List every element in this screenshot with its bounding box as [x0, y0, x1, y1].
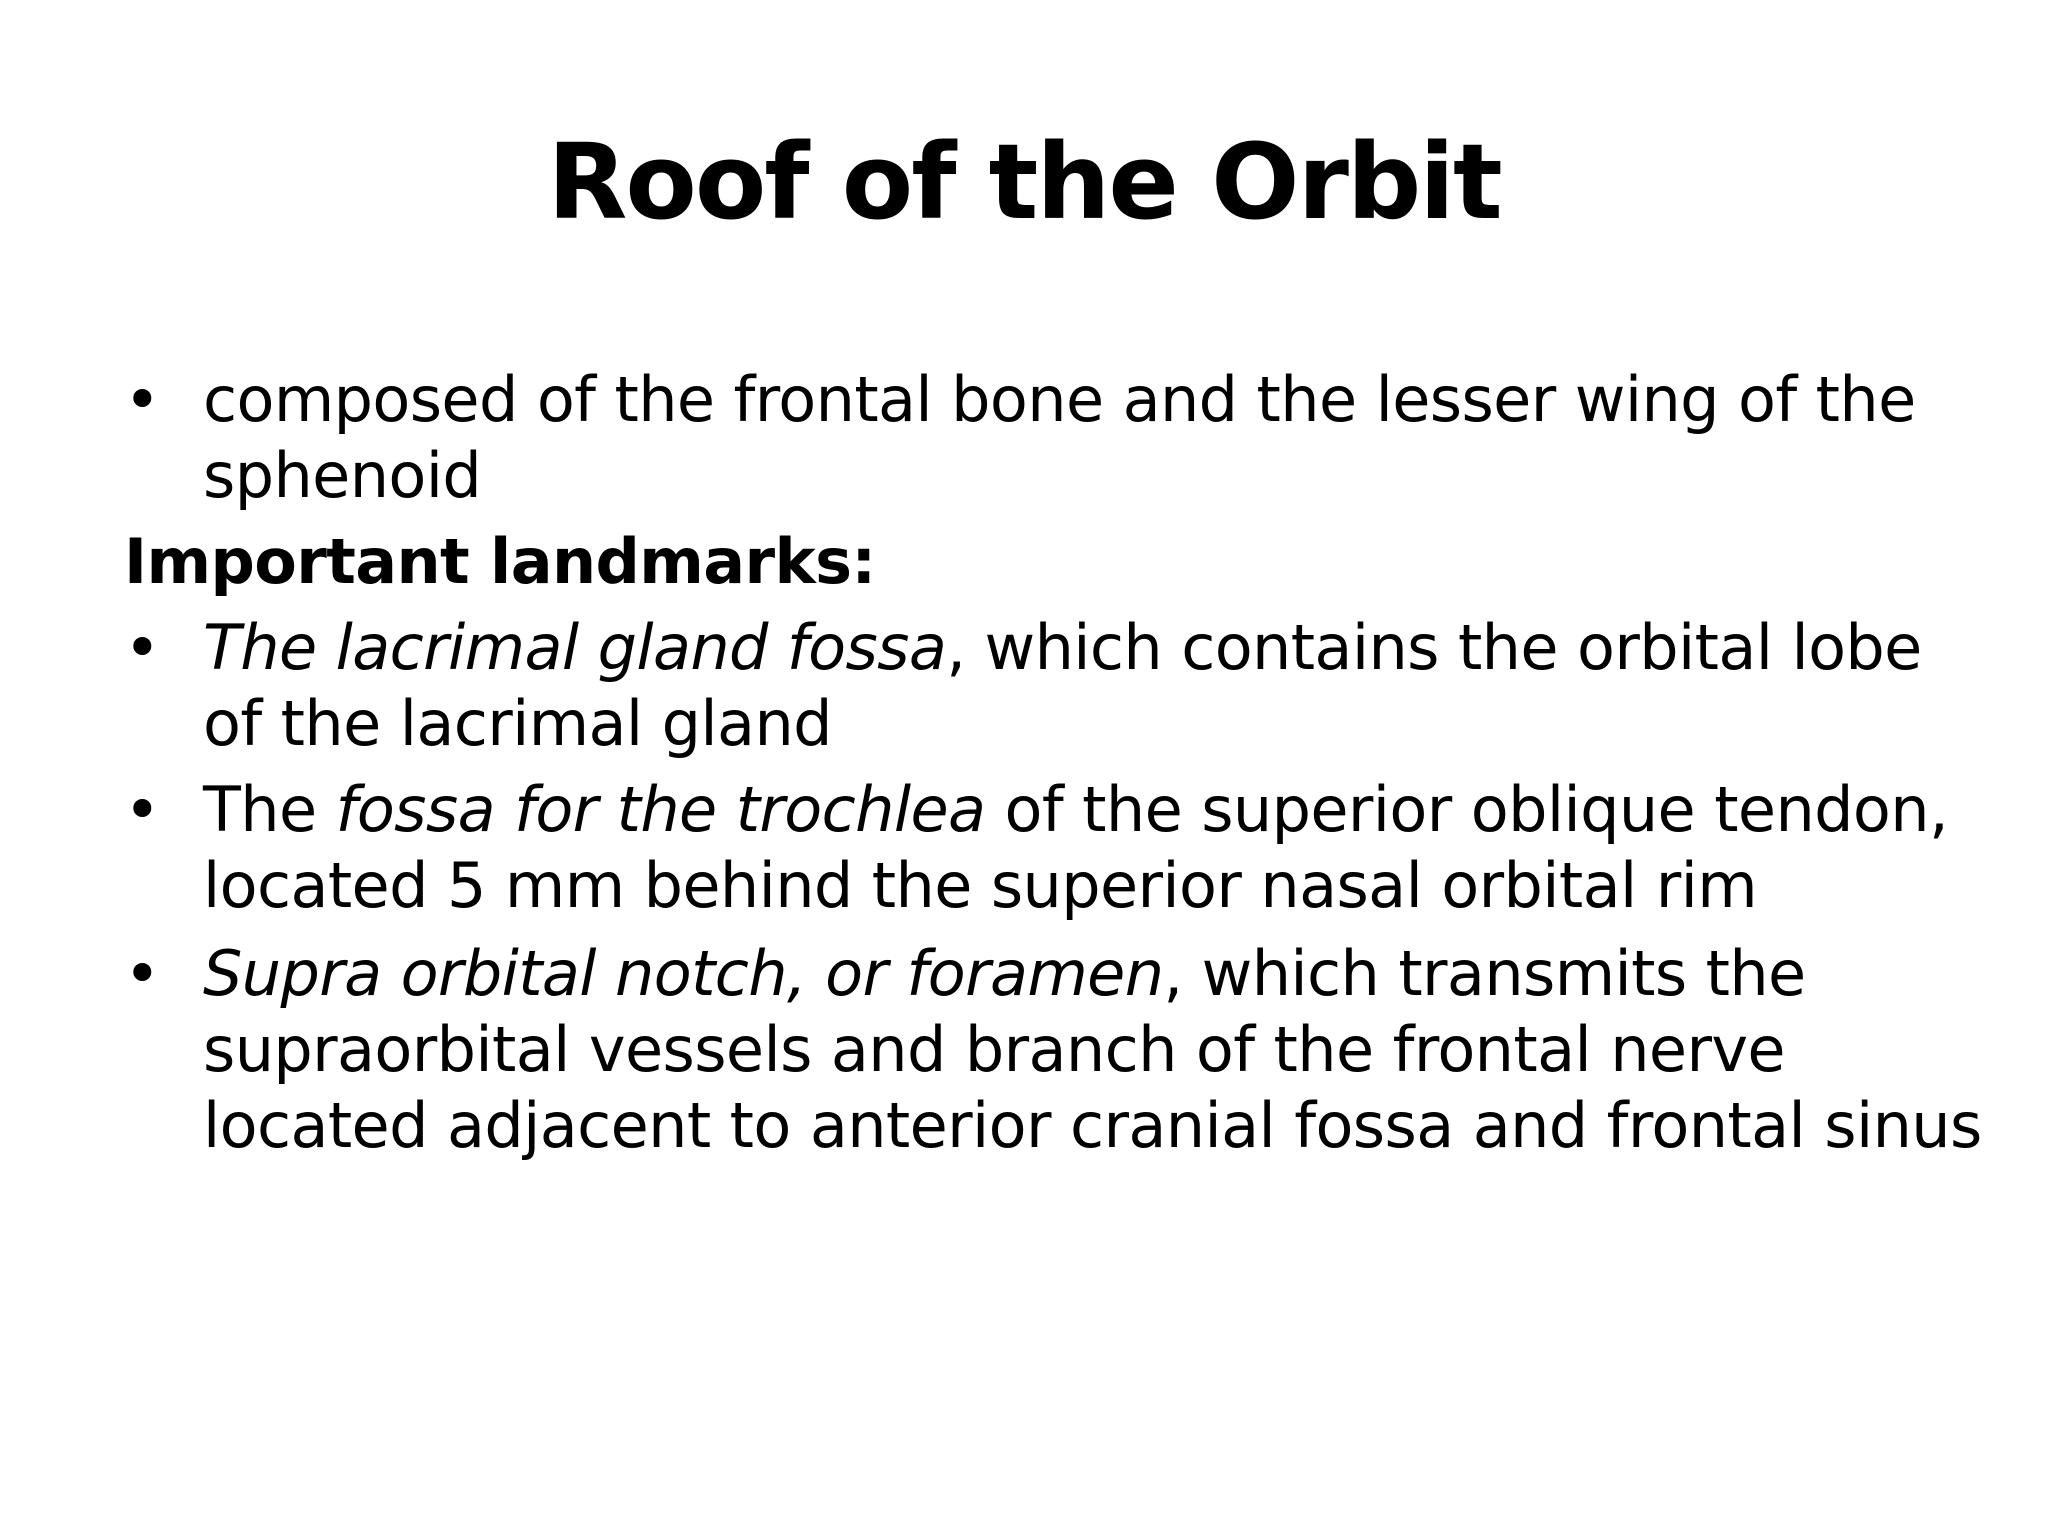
landmark-item — [124, 772, 1984, 924]
landmark-name: Supra orbital notch, or foramen — [203, 937, 1164, 1010]
landmark-description: , which transmits the supraorbital vessels and branch of the frontal nerve located adjacent to anterior cranial fossa and frontal sinus — [203, 937, 1982, 1162]
bullet-item — [124, 362, 1984, 514]
bullet-dot: • — [124, 363, 160, 436]
landmarks-heading: Important landmarks: — [124, 525, 876, 598]
bullet-dot: • — [124, 773, 160, 846]
slide-content — [124, 362, 1984, 1174]
landmark-name: fossa for the trochlea — [335, 773, 986, 846]
landmark-item — [124, 936, 1984, 1164]
landmark-description: , which contains the orbital lobe of the lacrimal gland — [203, 611, 1922, 760]
bullet-dot: • — [124, 937, 160, 1010]
landmark-item — [124, 610, 1984, 762]
bullet-text: composed of the frontal bone and the lesser wing of the sphenoid — [203, 363, 1916, 512]
bullet-dot: • — [124, 611, 160, 684]
slide-title: Roof of the Orbit — [547, 121, 1501, 243]
landmark-prefix: The — [203, 773, 336, 846]
landmark-description: of the superior oblique tendon, located 5 mm behind the superior nasal orbital rim — [203, 773, 1949, 922]
landmark-name: The lacrimal gland fossa — [203, 611, 947, 684]
